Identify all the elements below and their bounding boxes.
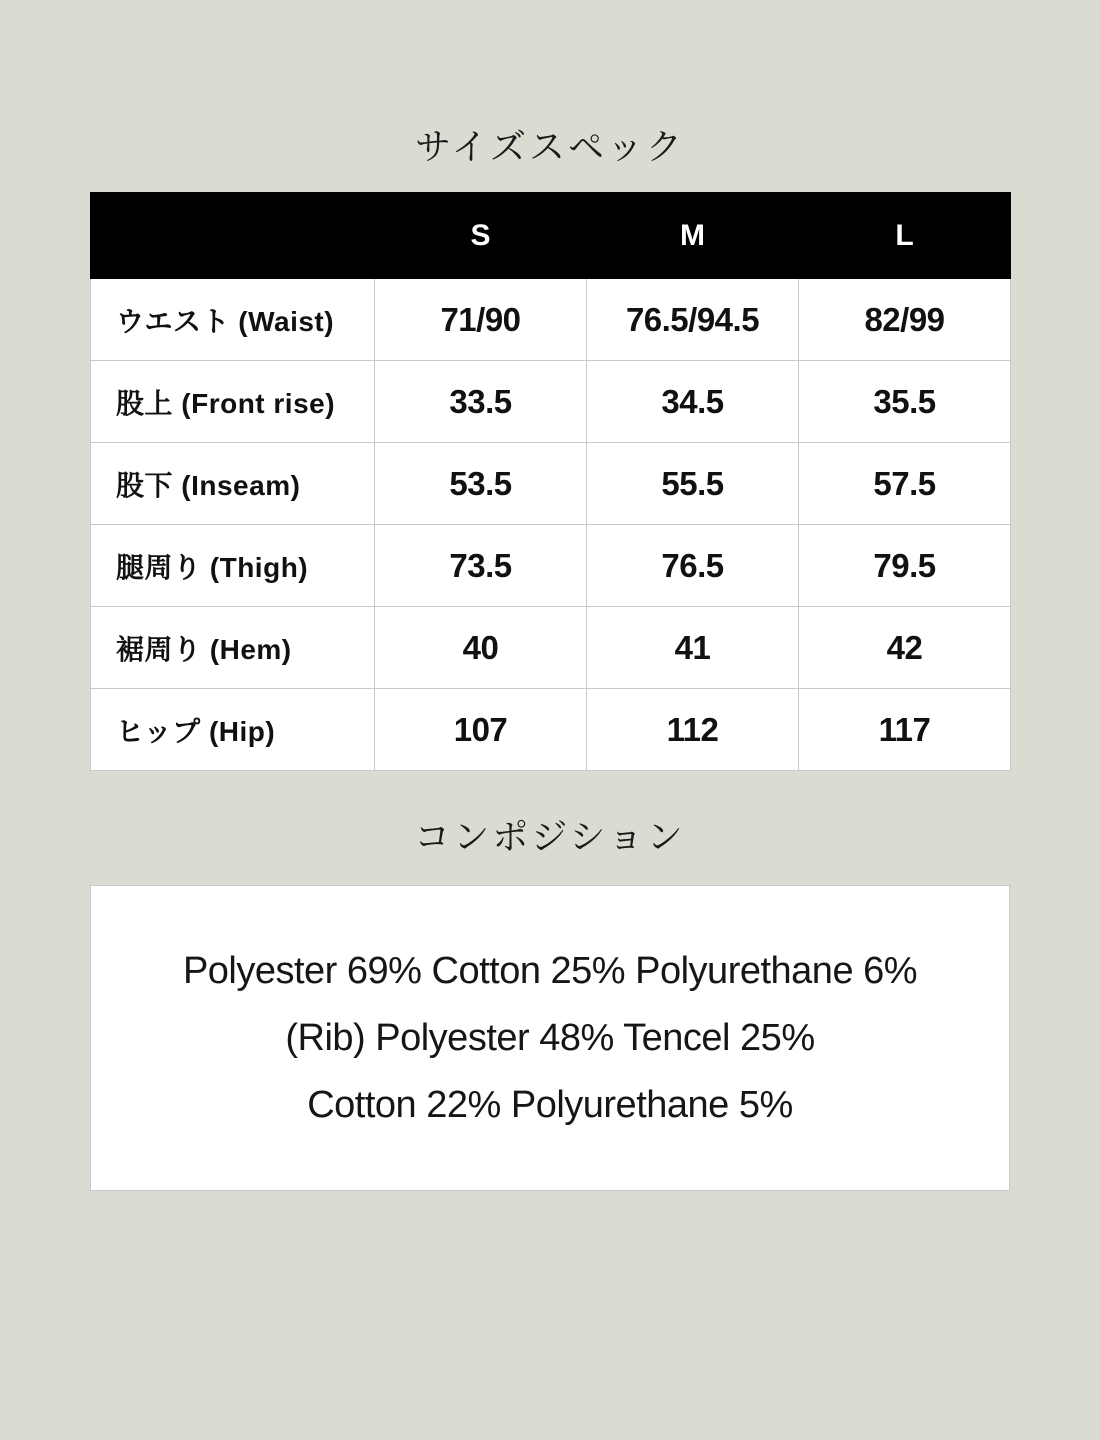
- table-row-waist: [91, 279, 1011, 361]
- size-value: 55.5: [587, 443, 799, 525]
- header-empty-cell: [91, 193, 375, 279]
- size-value: 41: [587, 607, 799, 689]
- table-row-thigh: [91, 525, 1011, 607]
- table-row-hem: [91, 607, 1011, 689]
- row-label: ウエスト (Waist): [91, 279, 375, 361]
- size-value: 82/99: [799, 279, 1011, 361]
- composition-line: Polyester 69% Cotton 25% Polyurethane 6%: [182, 949, 918, 992]
- size-value: 71/90: [375, 279, 587, 361]
- row-label: 股下 (Inseam): [91, 443, 375, 525]
- row-label: 股上 (Front rise): [91, 361, 375, 443]
- composition-line: (Rib) Polyester 48% Tencel 25%: [285, 1016, 815, 1059]
- size-spec-title: サイズスペック: [414, 127, 686, 168]
- size-value: 112: [587, 689, 799, 771]
- size-table-header: [91, 193, 1011, 279]
- header-size-m: M: [587, 193, 799, 279]
- row-label: ヒップ (Hip): [91, 689, 375, 771]
- table-row-inseam: [91, 443, 1011, 525]
- size-value: 33.5: [375, 361, 587, 443]
- size-value: 76.5: [587, 525, 799, 607]
- row-label: 腿周り (Thigh): [91, 525, 375, 607]
- size-value: 53.5: [375, 443, 587, 525]
- size-value: 35.5: [799, 361, 1011, 443]
- table-header-row: [91, 193, 1011, 279]
- size-value: 40: [375, 607, 587, 689]
- size-value: 57.5: [799, 443, 1011, 525]
- table-row-front-rise: [91, 361, 1011, 443]
- row-label: 裾周り (Hem): [91, 607, 375, 689]
- size-value: 117: [799, 689, 1011, 771]
- size-value: 42: [799, 607, 1011, 689]
- size-value: 73.5: [375, 525, 587, 607]
- composition-box: [90, 885, 1010, 1191]
- header-size-s: S: [375, 193, 587, 279]
- composition-title: コンポジション: [414, 817, 686, 858]
- size-value: 34.5: [587, 361, 799, 443]
- size-spec-page: [90, 120, 1010, 1191]
- header-size-l: L: [799, 193, 1011, 279]
- table-row-hip: [91, 689, 1011, 771]
- composition-line: Cotton 22% Polyurethane 5%: [307, 1083, 793, 1126]
- size-value: 76.5/94.5: [587, 279, 799, 361]
- size-value: 79.5: [799, 525, 1011, 607]
- size-value: 107: [375, 689, 587, 771]
- size-spec-table: [90, 192, 1011, 771]
